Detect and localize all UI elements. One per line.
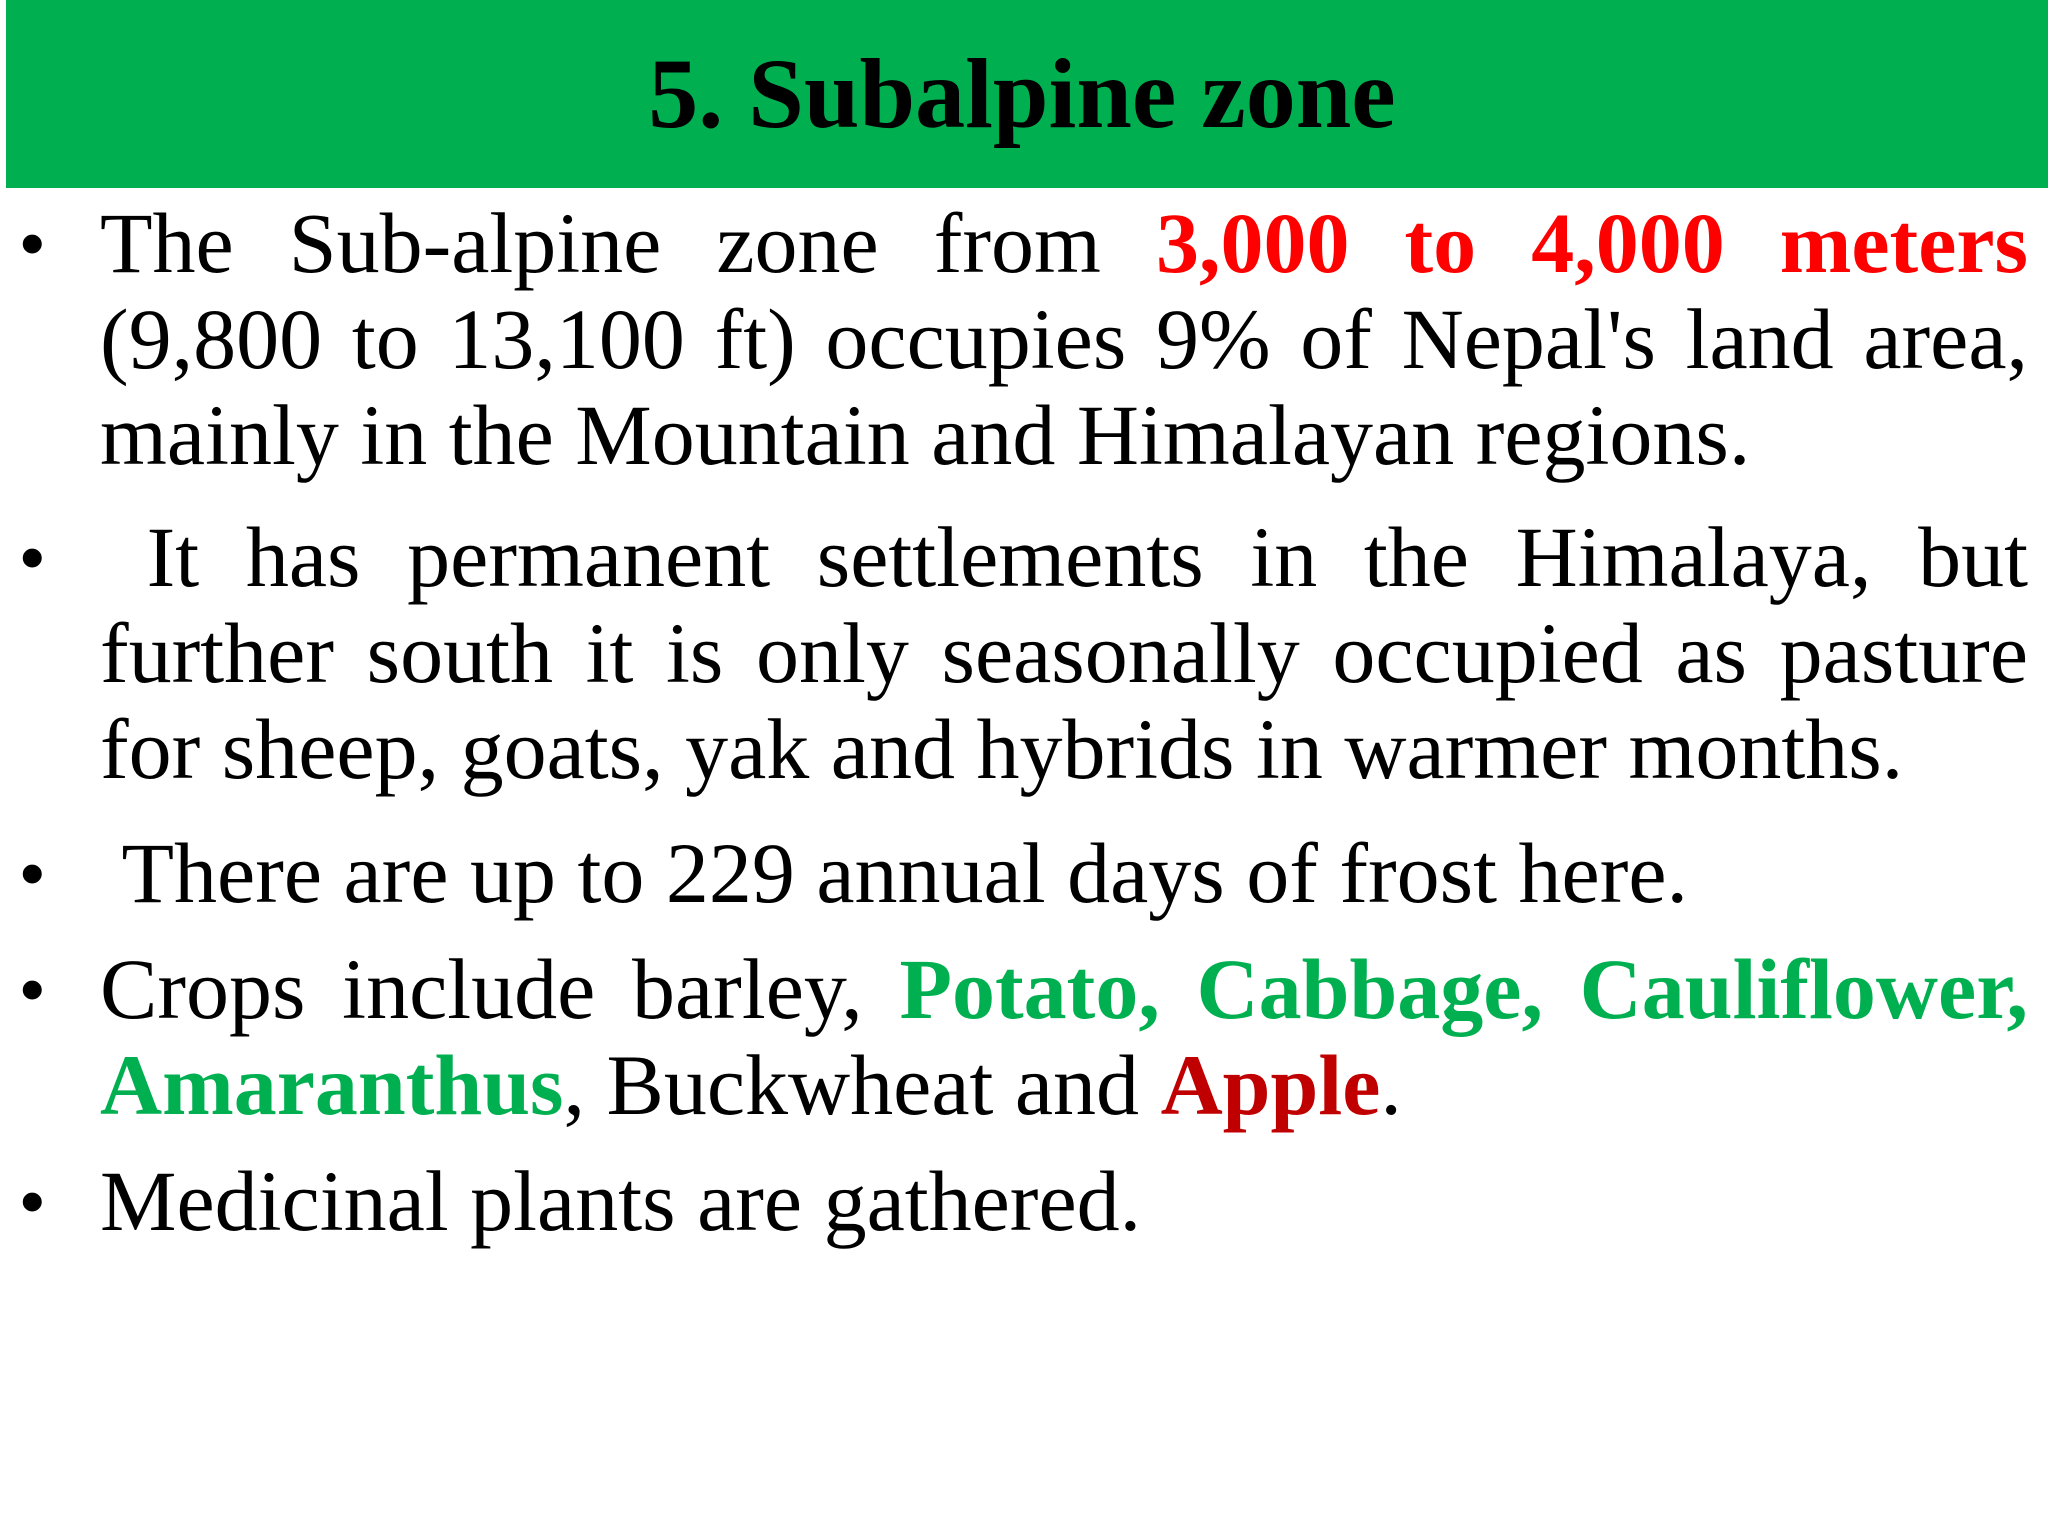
bullet-item-medicinal [100,1153,2028,1249]
title-bar [6,0,2048,188]
bullet-text: . [1380,1037,1402,1133]
slide-title: 5. Subalpine zone [648,38,1396,149]
bullet-text: Medicinal plants are gathered. [100,1153,1142,1249]
bullet-item-settlements [100,509,2028,797]
bullet-text: , Buckwheat and [563,1037,1161,1133]
bullet-text: Crops include barley, [100,941,900,1037]
bullet-text: There are up to 229 annual days of frost here. [121,825,1689,921]
crops-highlight: Potato, Cabbage, Cauliflower, Amaranthus [100,941,2028,1133]
bullet-text: It has permanent settlements in the Himalaya, but further south it is only seasonally occupied as pasture for sheep, goats, yak and hybrids in warmer months. [100,509,2028,797]
bullet-item-altitude [100,195,2028,483]
bullet-item-crops [100,941,2028,1133]
bullet-list [0,195,2048,1249]
altitude-highlight: 3,000 to 4,000 meters [1155,195,2029,291]
apple-highlight: Apple [1160,1037,1381,1133]
bullet-text: (9,800 to 13,100 ft) occupies 9% of Nepal's land area, mainly in the Mountain and Himalayan regions. [100,291,2028,483]
bullet-text: The Sub-alpine zone from [100,195,1156,291]
bullet-item-frost [100,825,2028,921]
